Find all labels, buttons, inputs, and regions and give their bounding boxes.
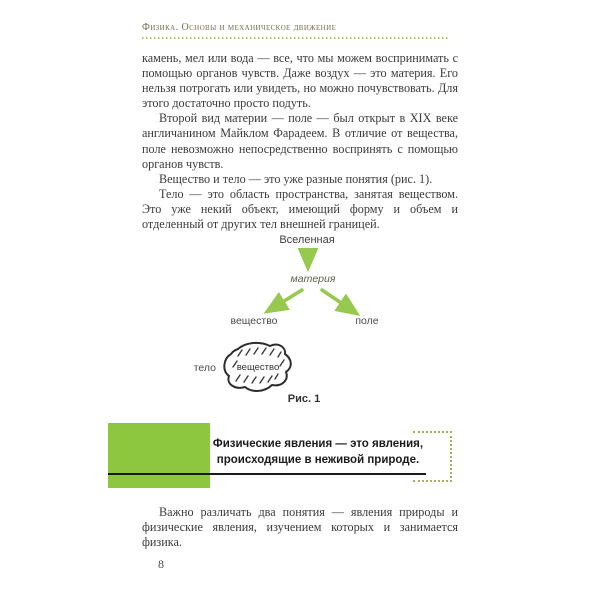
diagram-label-body: тело [193, 362, 216, 374]
paragraph: Второй вид материи — поле — был открыт в XIX веке англичанином Майклом Фарадеем. В отличие от вещества, поле невозможно непосредственно воспринять с помощью органов чувств. [142, 111, 458, 171]
definition-callout [193, 436, 443, 468]
paragraph: Тело — это область пространства, занятая веществом. Это уже некий объект, имеющий форму и объем и отделенный от других тел внешней границей. [142, 186, 458, 232]
page-number: 8 [158, 557, 164, 571]
body-text [142, 51, 458, 232]
paragraph: камень, мел или вода — все, что мы можем воспринимать с помощью органов чувств. Даже воздух — это материя. Его нельзя потрогать или увидеть, но можно почувствовать. Для этого достаточно просто подуть. [142, 51, 458, 111]
callout-line-2: происходящие в неживой природе. [216, 454, 420, 466]
horizontal-rule [108, 473, 426, 475]
arrow-down-right [322, 290, 356, 313]
closing-paragraph: Важно различать два понятия — явления природы и физические явления, изучением которых и занимается физика. [142, 505, 458, 550]
blob-label: вещество [236, 362, 280, 373]
figure-caption: Рис. 1 [287, 393, 321, 405]
callout-line-1: Физические явления — это явления, [212, 438, 424, 450]
running-header: Физика. Основы и механическое движение [142, 22, 337, 33]
diagram-label-matter: материя [290, 273, 336, 285]
diagram-label-substance: вещество [230, 315, 278, 327]
diagram-label-field: поле [355, 315, 379, 327]
diagram-label-universe: Вселенная [279, 234, 335, 246]
body-blob-sketch [220, 339, 296, 395]
paragraph: Вещество и тело — это уже разные понятия (рис. 1). [159, 171, 433, 186]
arrow-down-left [268, 290, 302, 311]
header-dotted-rule [142, 37, 448, 39]
